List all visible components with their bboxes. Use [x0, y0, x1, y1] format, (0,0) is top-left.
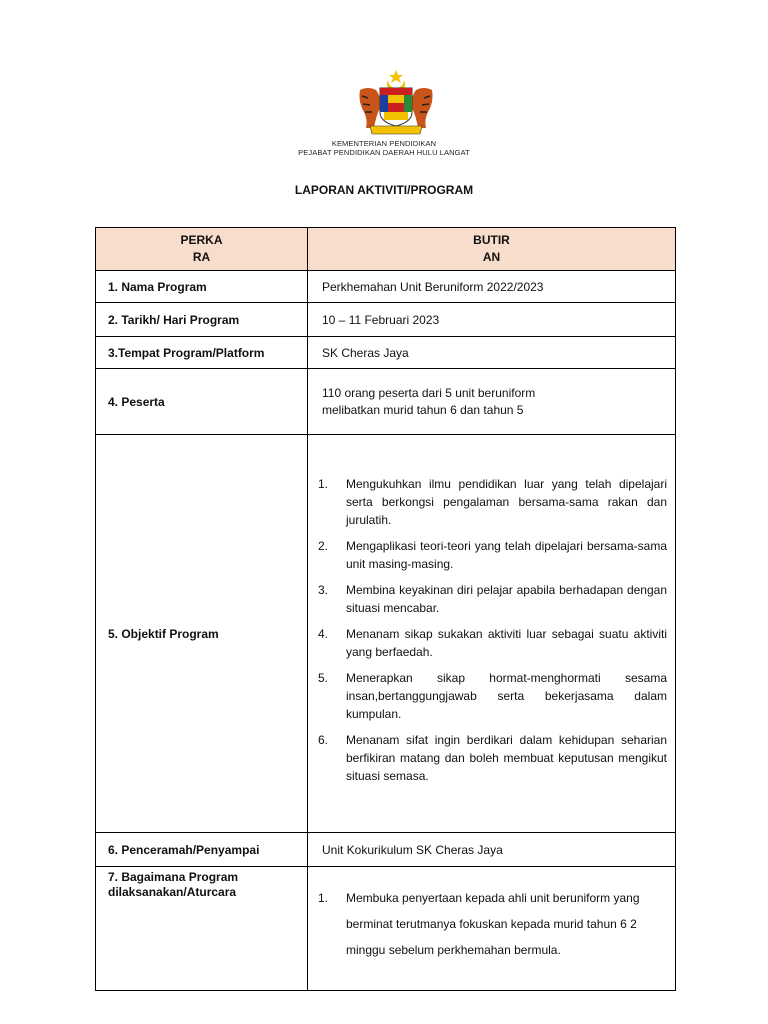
table-row	[96, 369, 676, 435]
list-number: 2.	[318, 538, 329, 553]
header-perkara-line1: PERKA	[180, 233, 223, 247]
motto-scroll-icon	[370, 126, 422, 134]
list-number: 3.	[318, 582, 329, 597]
table-row	[96, 833, 676, 867]
list-number: 1.	[318, 891, 329, 905]
list-text: Mengaplikasi teori-teori yang telah dipelajari bersama-sama unit masing-masing.	[346, 538, 667, 571]
header-butiran-line2: AN	[482, 250, 501, 264]
list-number: 5.	[318, 670, 329, 685]
table-row	[96, 271, 676, 303]
list-number: 1.	[318, 476, 329, 491]
table-header-row	[96, 228, 676, 271]
list-number: 4.	[318, 626, 329, 641]
list-number: 6.	[318, 732, 329, 747]
peserta-line2: melibatkan murid tahun 6 dan tahun 5	[322, 402, 524, 417]
header-perkara-line2: RA	[192, 250, 211, 264]
list-text: Mengukuhkan ilmu pendidikan luar yang telah dipelajari serta berkongsi pengalaman bersama-sama rakan dan jurulatih.	[346, 476, 667, 527]
list-text: Menerapkan sikap hormat-menghormati sesama insan,bertanggungjawab serta bekerjasama dalam kumpulan.	[346, 670, 667, 721]
aturcara-list	[308, 885, 675, 963]
row-label: 6. Penceramah/Penyampai	[96, 833, 308, 867]
table-row	[96, 867, 676, 991]
header-butiran	[308, 228, 676, 271]
aturcara-list-cell	[308, 867, 676, 991]
row-value: Perkhemahan Unit Beruniform 2022/2023	[308, 271, 676, 303]
row-label	[96, 867, 308, 991]
list-item	[318, 537, 667, 573]
tiger-left-icon	[360, 88, 381, 128]
shield-icon	[380, 88, 412, 126]
row-label: 1. Nama Program	[96, 271, 308, 303]
peserta-line1: 110 orang peserta dari 5 unit beruniform	[322, 385, 536, 400]
row-label: 5. Objektif Program	[96, 435, 308, 833]
list-item	[318, 581, 667, 617]
report-table	[95, 227, 676, 991]
district-office-name: PEJABAT PENDIDIKAN DAERAH HULU LANGAT	[298, 148, 470, 157]
table-row	[96, 303, 676, 337]
row-label: 3.Tempat Program/Platform	[96, 337, 308, 369]
table-row	[96, 435, 676, 833]
tiger-right-icon	[412, 88, 433, 128]
objektif-list-cell	[308, 435, 676, 833]
row-value: Unit Kokurikulum SK Cheras Jaya	[308, 833, 676, 867]
row-label: 2. Tarikh/ Hari Program	[96, 303, 308, 337]
list-text: Menanam sifat ingin berdikari dalam kehidupan seharian berfikiran matang dan boleh membuat keputusan mengikut situasi semasa.	[346, 732, 667, 783]
list-item	[318, 885, 667, 963]
list-text: Menanam sikap sukakan aktiviti luar sebagai suatu aktiviti yang berfaedah.	[346, 626, 667, 659]
objektif-list	[308, 475, 675, 785]
list-item	[318, 731, 667, 785]
list-item	[318, 669, 667, 723]
ministry-name: KEMENTERIAN PENDIDIKAN	[331, 139, 437, 148]
row-value: SK Cheras Jaya	[308, 337, 676, 369]
aturcara-label-line2: dilaksanakan/Aturcara	[108, 885, 237, 899]
list-item	[318, 625, 667, 661]
malaysia-coat-of-arms-logo	[354, 68, 438, 136]
table-row	[96, 337, 676, 369]
list-item	[318, 475, 667, 529]
list-text: Membina keyakinan diri pelajar apabila berhadapan dengan situasi mencabar.	[346, 582, 667, 615]
header-butiran-line1: BUTIR	[473, 233, 510, 247]
row-label: 4. Peserta	[96, 369, 308, 435]
row-value	[308, 369, 676, 435]
aturcara-label-line1: 7. Bagaimana Program	[108, 870, 239, 884]
header-perkara	[96, 228, 308, 271]
row-value: 10 – 11 Februari 2023	[308, 303, 676, 337]
report-title: LAPORAN AKTIVITI/PROGRAM	[294, 183, 474, 197]
list-text: Membuka penyertaan kepada ahli unit beruniform yang berminat terutmanya fokuskan kepada murid tahun 6 2 minggu sebelum perkhemahan bermula.	[346, 891, 640, 957]
